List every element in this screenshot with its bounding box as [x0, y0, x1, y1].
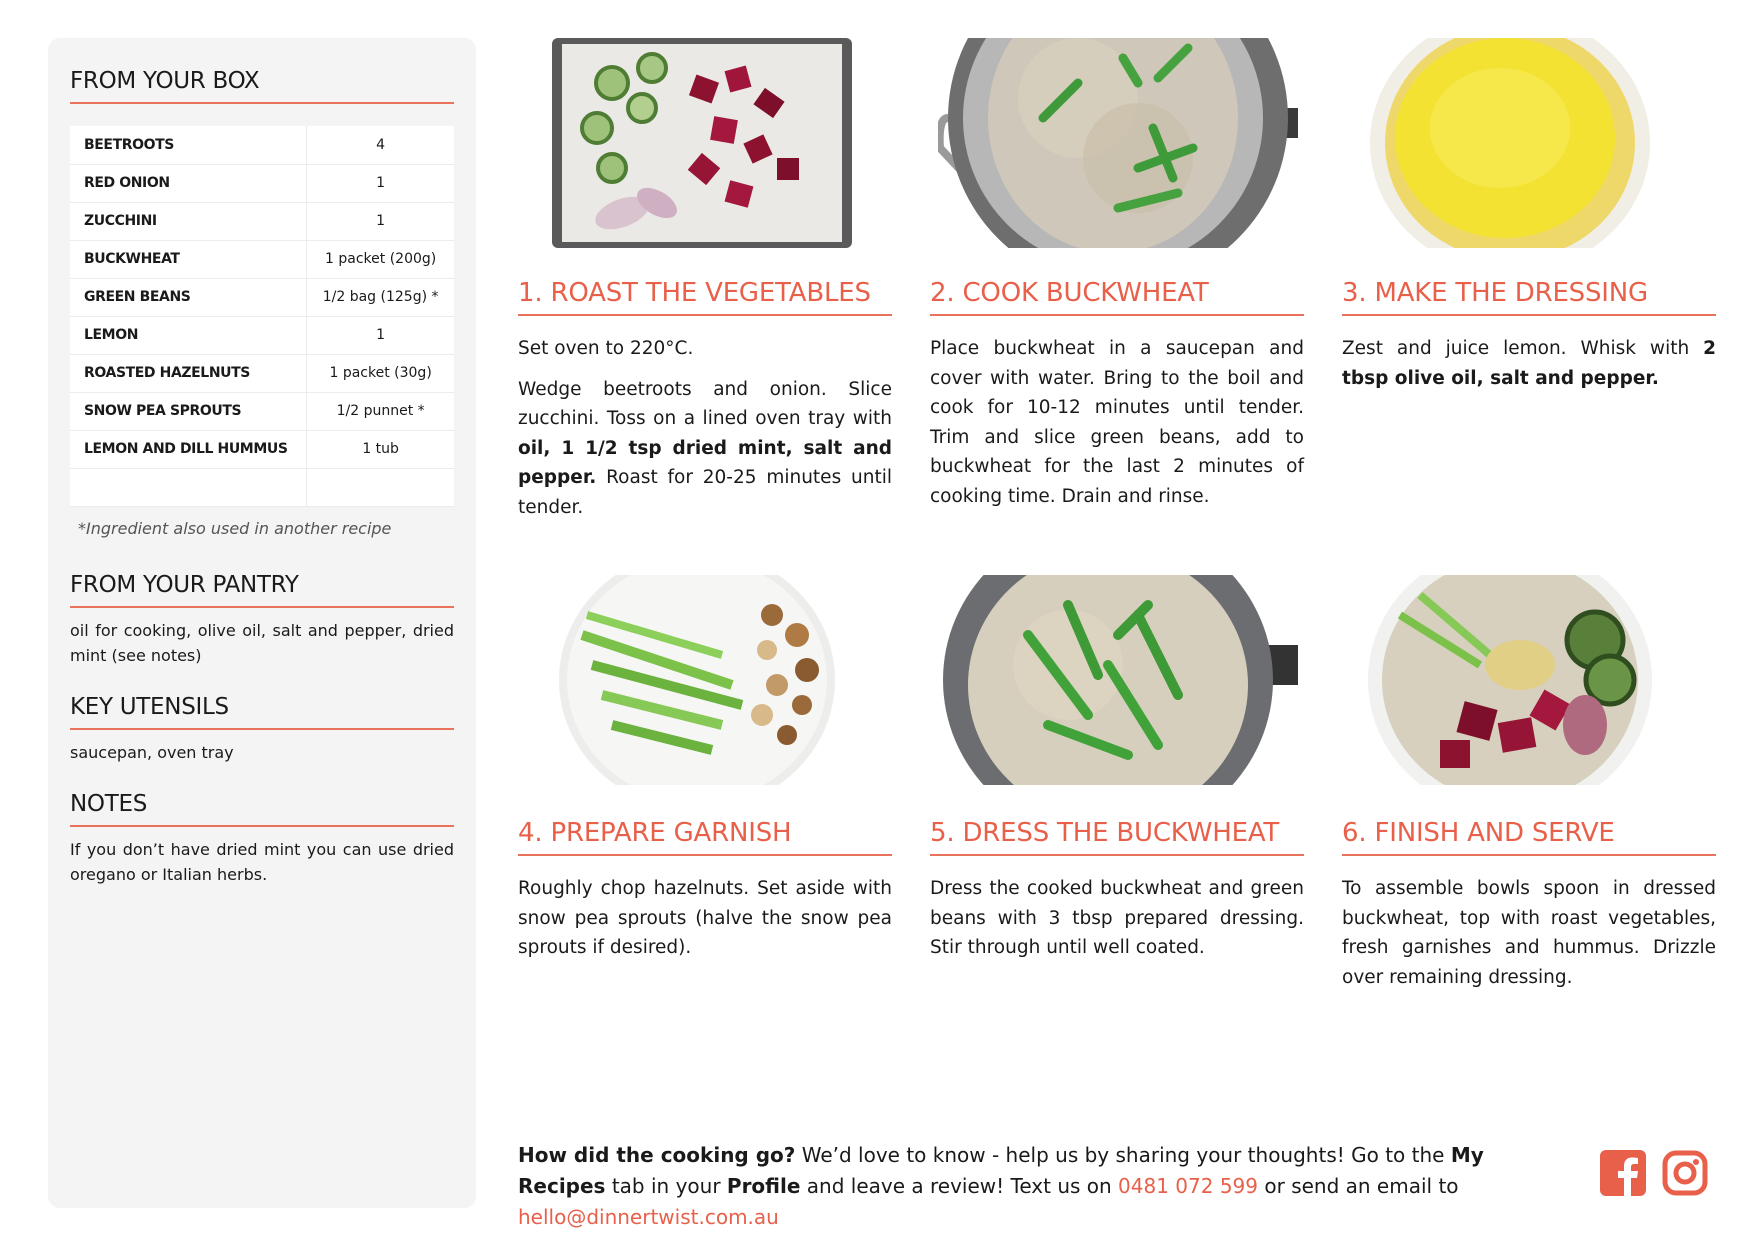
table-row	[70, 392, 454, 430]
ingredient-qty: 1/2 punnet *	[307, 392, 454, 430]
facebook-icon[interactable]	[1600, 1150, 1646, 1196]
step-1-title: 1. ROAST THE VEGETABLES	[518, 278, 892, 316]
step-2-body	[930, 334, 1304, 511]
ingredient-qty: 1	[307, 164, 454, 202]
step-4-title: 4. PREPARE GARNISH	[518, 818, 892, 856]
step-1-text-1: Set oven to 220°C.	[518, 338, 694, 359]
step-4-text: Roughly chop hazelnuts. Set aside with snow pea sprouts (halve the snow pea sprouts if desired).	[518, 878, 892, 958]
instagram-icon[interactable]	[1662, 1150, 1708, 1196]
step-1-text-2	[518, 375, 892, 523]
ingredient-qty: 1 tub	[307, 430, 454, 468]
step-5-title: 5. DRESS THE BUCKWHEAT	[930, 818, 1304, 856]
table-row	[70, 240, 454, 278]
ingredient-name: RED ONION	[70, 164, 307, 202]
step-4-body	[518, 874, 892, 963]
notes-text: If you don’t have dried mint you can use dried oregano or Italian herbs.	[70, 839, 454, 884]
step-1-body	[518, 334, 892, 522]
phone-link[interactable]: 0481 072 599	[1118, 1174, 1259, 1198]
step-5	[930, 818, 1304, 974]
ingredients-panel	[48, 38, 476, 1208]
step-3-body	[1342, 334, 1716, 393]
ingredient-qty: 1 packet (200g)	[307, 240, 454, 278]
step-1-text-2c: Roast for 20-25 minutes until tender.	[518, 467, 892, 518]
step-6	[1342, 818, 1716, 1003]
footer-text-1: We’d love to know - help us by sharing your thoughts! Go to the	[795, 1143, 1451, 1167]
notes-section	[70, 791, 454, 887]
ingredient-name: BUCKWHEAT	[70, 240, 307, 278]
ingredient-qty: 1 packet (30g)	[307, 354, 454, 392]
step-1-bold: oil, 1 1/2 tsp dried mint, salt and pepper.	[518, 437, 892, 488]
step-3-text	[1342, 334, 1716, 393]
footer-text-2: tab in your	[605, 1174, 727, 1198]
table-row	[70, 278, 454, 316]
utensils-text: saucepan, oven tray	[70, 742, 234, 762]
ingredient-qty: 4	[307, 126, 454, 164]
ingredient-name: LEMON	[70, 316, 307, 354]
dress-buckwheat-photo	[938, 575, 1298, 785]
ingredient-name: ZUCCHINI	[70, 202, 307, 240]
ingredient-qty: 1	[307, 316, 454, 354]
table-row	[70, 430, 454, 468]
notes-heading: NOTES	[70, 791, 454, 827]
footer-text-4: or send an email to	[1258, 1174, 1459, 1198]
step-2-text: Place buckwheat in a saucepan and cover with water. Bring to the boil and cook for 10-12 minutes until tender. Trim and slice green beans, add to buckwheat for the last 2 minutes of cooking time. Drain and rinse.	[930, 338, 1304, 507]
step-6-body	[1342, 874, 1716, 992]
roast-vegetables-photo	[552, 38, 852, 248]
my-recipes-label: My Recipes	[518, 1143, 1484, 1198]
table-row	[70, 164, 454, 202]
from-your-box-heading: FROM YOUR BOX	[70, 68, 454, 104]
pantry-heading: FROM YOUR PANTRY	[70, 572, 454, 608]
step-1	[518, 278, 892, 533]
table-row	[70, 354, 454, 392]
step-3-bold: 2 tbsp olive oil, salt and pepper.	[1342, 338, 1716, 389]
table-row	[70, 316, 454, 354]
pantry-section	[70, 572, 454, 668]
profile-label: Profile	[726, 1174, 801, 1198]
ingredient-name: LEMON AND DILL HUMMUS	[70, 430, 307, 468]
ingredient-qty: 1/2 bag (125g) *	[307, 278, 454, 316]
ingredient-footnote: *Ingredient also used in another recipe	[78, 518, 392, 538]
step-1-text-2a: Wedge beetroots and onion. Slice zucchini. Toss on a lined oven tray with	[518, 378, 892, 429]
step-6-text: To assemble bowls spoon in dressed buckwheat, top with roast vegetables, fresh garnishes and hummus. Drizzle over remaining dressing.	[1342, 878, 1716, 988]
step-5-text: Dress the cooked buckwheat and green beans with 3 tbsp prepared dressing. Stir through until well coated.	[930, 878, 1304, 958]
ingredient-name: GREEN BEANS	[70, 278, 307, 316]
cook-buckwheat-photo	[938, 38, 1298, 248]
finish-serve-photo	[1360, 575, 1660, 785]
step-3-title: 3. MAKE THE DRESSING	[1342, 278, 1716, 316]
step-4	[518, 818, 892, 974]
ingredient-qty: 1	[307, 202, 454, 240]
footer-text-3: and leave a review! Text us on	[800, 1174, 1119, 1198]
table-row	[70, 126, 454, 164]
utensils-heading: KEY UTENSILS	[70, 694, 454, 730]
ingredients-table	[70, 126, 454, 507]
table-row	[70, 202, 454, 240]
step-2	[930, 278, 1304, 522]
ingredient-name: SNOW PEA SPROUTS	[70, 392, 307, 430]
utensils-section	[70, 694, 454, 765]
ingredient-name: BEETROOTS	[70, 126, 307, 164]
ingredient-name: ROASTED HAZELNUTS	[70, 354, 307, 392]
feedback-question: How did the cooking go?	[518, 1143, 796, 1167]
step-5-body	[930, 874, 1304, 963]
garnish-photo	[552, 575, 852, 785]
feedback-footer	[518, 1140, 1578, 1233]
table-row-empty	[70, 468, 454, 506]
email-link[interactable]: hello@dinnertwist.com.au	[518, 1205, 779, 1229]
step-3	[1342, 278, 1716, 404]
pantry-text: oil for cooking, olive oil, salt and pepper, dried mint (see notes)	[70, 620, 454, 665]
step-6-title: 6. FINISH AND SERVE	[1342, 818, 1716, 856]
step-2-title: 2. COOK BUCKWHEAT	[930, 278, 1304, 316]
step-3-text-a: Zest and juice lemon. Whisk with	[1342, 338, 1704, 359]
dressing-photo	[1360, 38, 1660, 248]
